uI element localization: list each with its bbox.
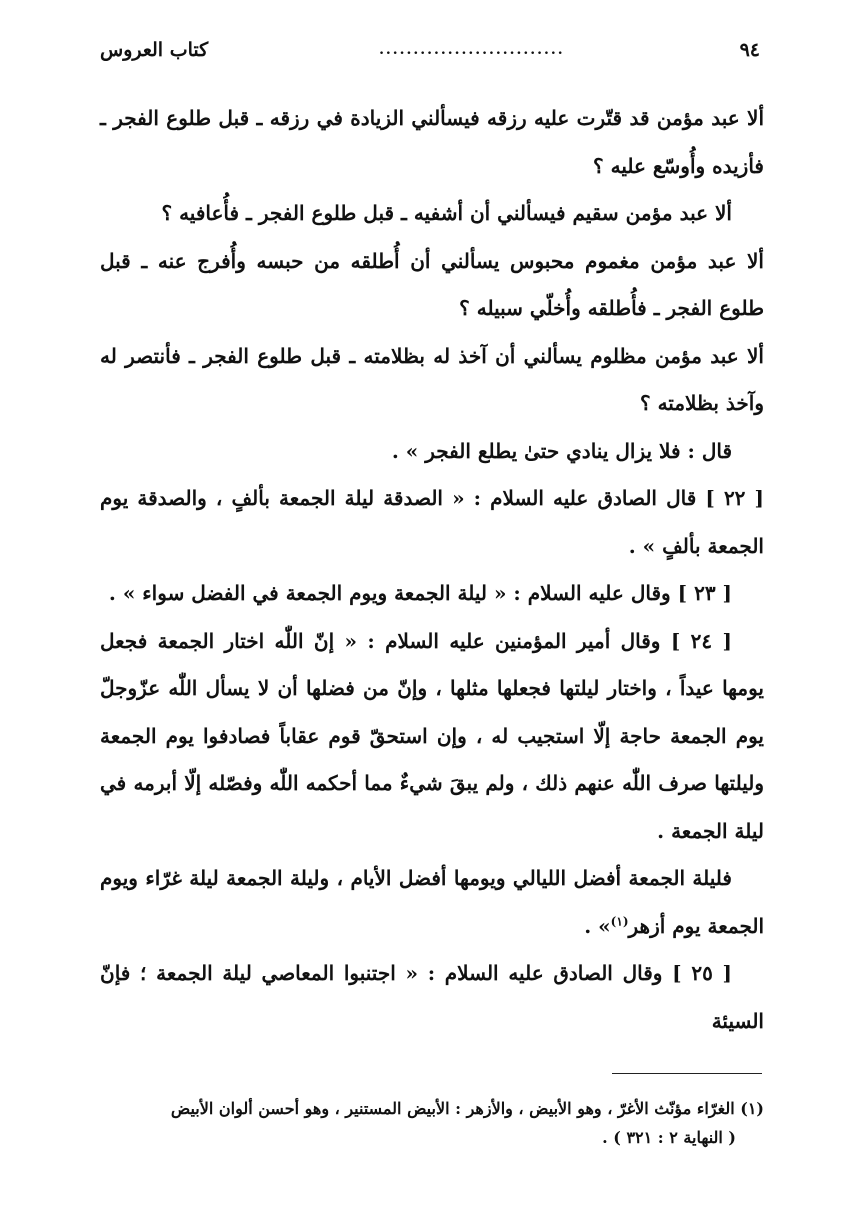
footnote-reference: (١) <box>610 913 629 928</box>
continuation-paragraph <box>100 855 764 950</box>
hadith-text: وقال الصادق عليه السلام : « اجتنبوا المعاصي ليلة الجمعة ؛ فإنّ السيئة <box>100 961 764 1033</box>
hadith-number: [ ٢٣ ] <box>677 581 732 605</box>
hadith-25 <box>100 950 764 1045</box>
footnote-divider <box>612 1073 762 1074</box>
paragraph: ألا عبد مؤمن سقيم فيسألني أن أشفيه ـ قبل طلوع الفجر ـ فأُعافيه ؟ <box>161 201 732 225</box>
footnote-marker: (١) <box>740 1099 764 1118</box>
paragraph: ألا عبد مؤمن قد قتّرت عليه رزقه فيسألني الزيادة في رزقه ـ قبل طلوع الفجر ـ فأزيده وأُوسّع عليه ؟ <box>100 106 764 178</box>
hadith-number: [ ٢٥ ] <box>672 961 732 985</box>
footnote-text: الغرّاء مؤنّث الأغرّ ، وهو الأبيض ، والأزهر : الأبيض المستنير ، وهو أحسن ألوان الأبيض <box>170 1099 735 1118</box>
hadith-number: [ ٢٤ ] <box>670 628 732 653</box>
paragraph: قال : فلا يزال ينادي حتىٰ يطلع الفجر » . <box>391 438 732 463</box>
paragraph: ألا عبد مؤمن مغموم محبوس يسألني أن أُطلقه من حبسه وأُفرج عنه ـ قبل طلوع الفجر ـ فأُطلقه وأُخلّي سبيله ؟ <box>100 248 764 320</box>
footnote <box>100 1094 764 1152</box>
hadith-text: وقال أمير المؤمنين عليه السلام : « إنّ اللّٰه اختار الجمعة فجعل يومها عيداً ، واختار ليلتها فجعلها مثلها ، وإنّ من فضلها أن لا يسأل اللّٰه عزّوجلّ يوم الجمعة حاجة إلّا استجيب له ، وإن استحقّ قوم عقاباً فصادفوا يوم الجمعة وليلتها صرف اللّٰه عنهم ذلك ، ولم يبقَ شيءٌ مما أحكمه اللّٰه وفصّله إلّا أبرمه في ليلة الجمعة . <box>100 628 764 843</box>
hadith-22 <box>100 475 764 570</box>
main-text <box>100 95 764 1045</box>
page-number: ٩٤ <box>739 39 760 61</box>
page-header <box>100 30 760 70</box>
continuation-text: فليلة الجمعة أفضل الليالي ويومها أفضل الأيام ، وليلة الجمعة ليلة غرّاء ويوم الجمعة يوم أزهر <box>100 866 764 938</box>
hadith-number: [ ٢٢ ] <box>705 486 764 510</box>
continuation-end: » . <box>584 913 611 938</box>
footnote-line <box>100 1094 764 1123</box>
running-title: كتاب العروس <box>100 39 209 61</box>
paragraph: ألا عبد مؤمن مظلوم يسألني أن آخذ له بظلامته ـ قبل طلوع الفجر ـ فأنتصر له وآخذ بظلامته ؟ <box>100 343 764 415</box>
hadith-24 <box>100 618 764 856</box>
hadith-text: وقال عليه السلام : « ليلة الجمعة ويوم الجمعة في الفضل سواء » . <box>108 581 671 605</box>
header-leader-dots: ........................... <box>379 42 565 58</box>
footnote-source: ( النهاية ٢ : ٣٢١ ) . <box>602 1128 736 1147</box>
hadith-text: قال الصادق عليه السلام : « الصدقة ليلة الجمعة بألفٍ ، والصدقة يوم الجمعة بألفٍ » . <box>100 486 764 558</box>
hadith-23 <box>100 570 764 618</box>
